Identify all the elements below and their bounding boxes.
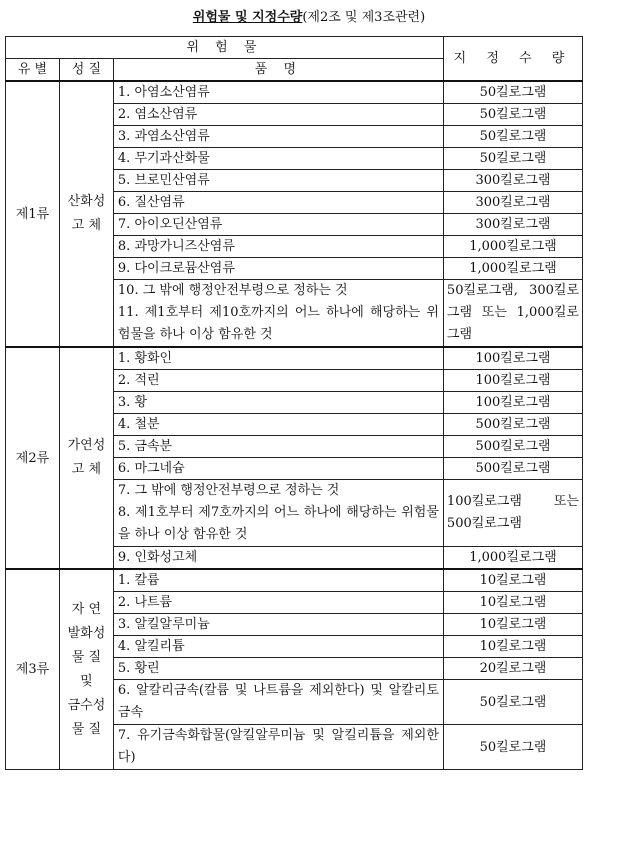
- qty-cell: 50킬로그램: [443, 725, 582, 770]
- property-line: 금수성: [67, 697, 106, 713]
- item-line: 11. 제1호부터 제10호까지의 어느 하나에 해당하는 위험물을 하나 이상 함유한 것: [117, 305, 439, 342]
- item-cell: 4. 알킬리튬: [113, 636, 443, 658]
- property-cell: [59, 81, 113, 347]
- qty-line: [447, 491, 579, 513]
- qty-cell: 20킬로그램: [443, 658, 582, 680]
- qty-cell: 1,000킬로그램: [443, 547, 582, 570]
- item-cell: 2. 염소산염류: [113, 104, 443, 126]
- category-cell: 제2류: [6, 347, 60, 569]
- header-category: 유 별: [6, 59, 60, 82]
- qty-cell: 10킬로그램: [443, 569, 582, 592]
- item-cell: 3. 황: [113, 392, 443, 414]
- property-line: 산화성: [67, 194, 106, 209]
- qty-cell: 500킬로그램: [443, 414, 582, 436]
- qty-cell-merged: [443, 480, 582, 547]
- qty-cell: 50킬로그램: [443, 126, 582, 148]
- header-hazard: 위 험 물: [6, 37, 444, 59]
- item-cell: 8. 과망가니즈산염류: [113, 236, 443, 258]
- item-cell: 7. 아이오딘산염류: [113, 214, 443, 236]
- property-line: 가연성: [67, 438, 106, 453]
- title-main: 위험물 및 지정수량: [192, 10, 303, 25]
- qty-cell: 50킬로그램: [443, 104, 582, 126]
- property-cell: [59, 569, 113, 770]
- qty-cell: 50킬로그램: [443, 81, 582, 104]
- qty-cell-merged: 50킬로그램, 300킬로그램 또는 1,000킬로그램: [443, 280, 582, 348]
- page-title: [0, 0, 618, 36]
- item-cell: 3. 과염소산염류: [113, 126, 443, 148]
- item-cell: 1. 황화인: [113, 347, 443, 370]
- property-line: 고 체: [71, 218, 102, 233]
- property-line: 고 체: [71, 462, 102, 477]
- item-cell: 7. 유기금속화합물(알킬알루미늄 및 알킬리튬을 제외한다): [113, 725, 443, 770]
- header-row: [6, 37, 583, 59]
- item-cell: 2. 적린: [113, 370, 443, 392]
- item-cell: 1. 아염소산염류: [113, 81, 443, 104]
- qty-cell: 50킬로그램: [443, 680, 582, 725]
- item-cell: 4. 철분: [113, 414, 443, 436]
- table-row: [6, 347, 583, 370]
- qty-cell: 300킬로그램: [443, 214, 582, 236]
- qty-cell: 10킬로그램: [443, 592, 582, 614]
- qty-cell: 1,000킬로그램: [443, 236, 582, 258]
- category-cell: 제3류: [6, 569, 60, 770]
- item-line: 8. 제1호부터 제7호까지의 어느 하나에 해당하는 위험물을 하나 이상 함유한 것: [117, 505, 439, 542]
- qty-cell: 50킬로그램: [443, 148, 582, 170]
- item-cell: 2. 나트륨: [113, 592, 443, 614]
- hazardous-materials-table: [5, 36, 583, 770]
- item-cell: 5. 브로민산염류: [113, 170, 443, 192]
- qty-part: 100킬로그램: [446, 494, 522, 509]
- item-line: 7. 그 밖에 행정안전부령으로 정하는 것: [117, 483, 340, 498]
- table-row: [6, 81, 583, 104]
- qty-cell: 500킬로그램: [443, 436, 582, 458]
- item-cell: 6. 알칼리금속(칼륨 및 나트륨을 제외한다) 및 알칼리토금속: [113, 680, 443, 725]
- item-cell: 9. 인화성고체: [113, 547, 443, 570]
- item-cell-merged: [113, 480, 443, 547]
- qty-cell: 10킬로그램: [443, 614, 582, 636]
- qty-cell: 100킬로그램: [443, 347, 582, 370]
- qty-cell: 100킬로그램: [443, 370, 582, 392]
- item-cell: 4. 무기과산화물: [113, 148, 443, 170]
- header-property: 성 질: [59, 59, 113, 82]
- title-subtitle: (제2조 및 제3조관련): [302, 10, 426, 25]
- qty-cell: 300킬로그램: [443, 192, 582, 214]
- qty-cell: 100킬로그램: [443, 392, 582, 414]
- item-cell: 5. 금속분: [113, 436, 443, 458]
- item-cell: 9. 다이크로뮴산염류: [113, 258, 443, 280]
- item-cell: 6. 질산염류: [113, 192, 443, 214]
- item-cell: 6. 마그네슘: [113, 458, 443, 480]
- qty-part: 또는: [553, 494, 579, 509]
- item-cell: 1. 칼륨: [113, 569, 443, 592]
- category-cell: 제1류: [6, 81, 60, 347]
- table-row: [6, 569, 583, 592]
- qty-cell: 10킬로그램: [443, 636, 582, 658]
- header-item: 품 명: [113, 59, 443, 82]
- header-quantity: 지 정 수 량: [443, 37, 582, 82]
- property-line: 물 질: [71, 649, 102, 665]
- property-line: 발화성: [67, 625, 106, 641]
- item-line: 10. 그 밖에 행정안전부령으로 정하는 것: [117, 283, 348, 298]
- property-line: 및: [80, 673, 93, 689]
- qty-cell: 1,000킬로그램: [443, 258, 582, 280]
- property-cell: [59, 347, 113, 569]
- property-line: 물 질: [71, 721, 102, 737]
- item-cell: 5. 황린: [113, 658, 443, 680]
- qty-line: 500킬로그램: [446, 516, 522, 531]
- item-cell-merged: [113, 280, 443, 348]
- qty-cell: 300킬로그램: [443, 170, 582, 192]
- qty-cell: 500킬로그램: [443, 458, 582, 480]
- item-cell: 3. 알킬알루미늄: [113, 614, 443, 636]
- property-line: 자 연: [71, 601, 102, 617]
